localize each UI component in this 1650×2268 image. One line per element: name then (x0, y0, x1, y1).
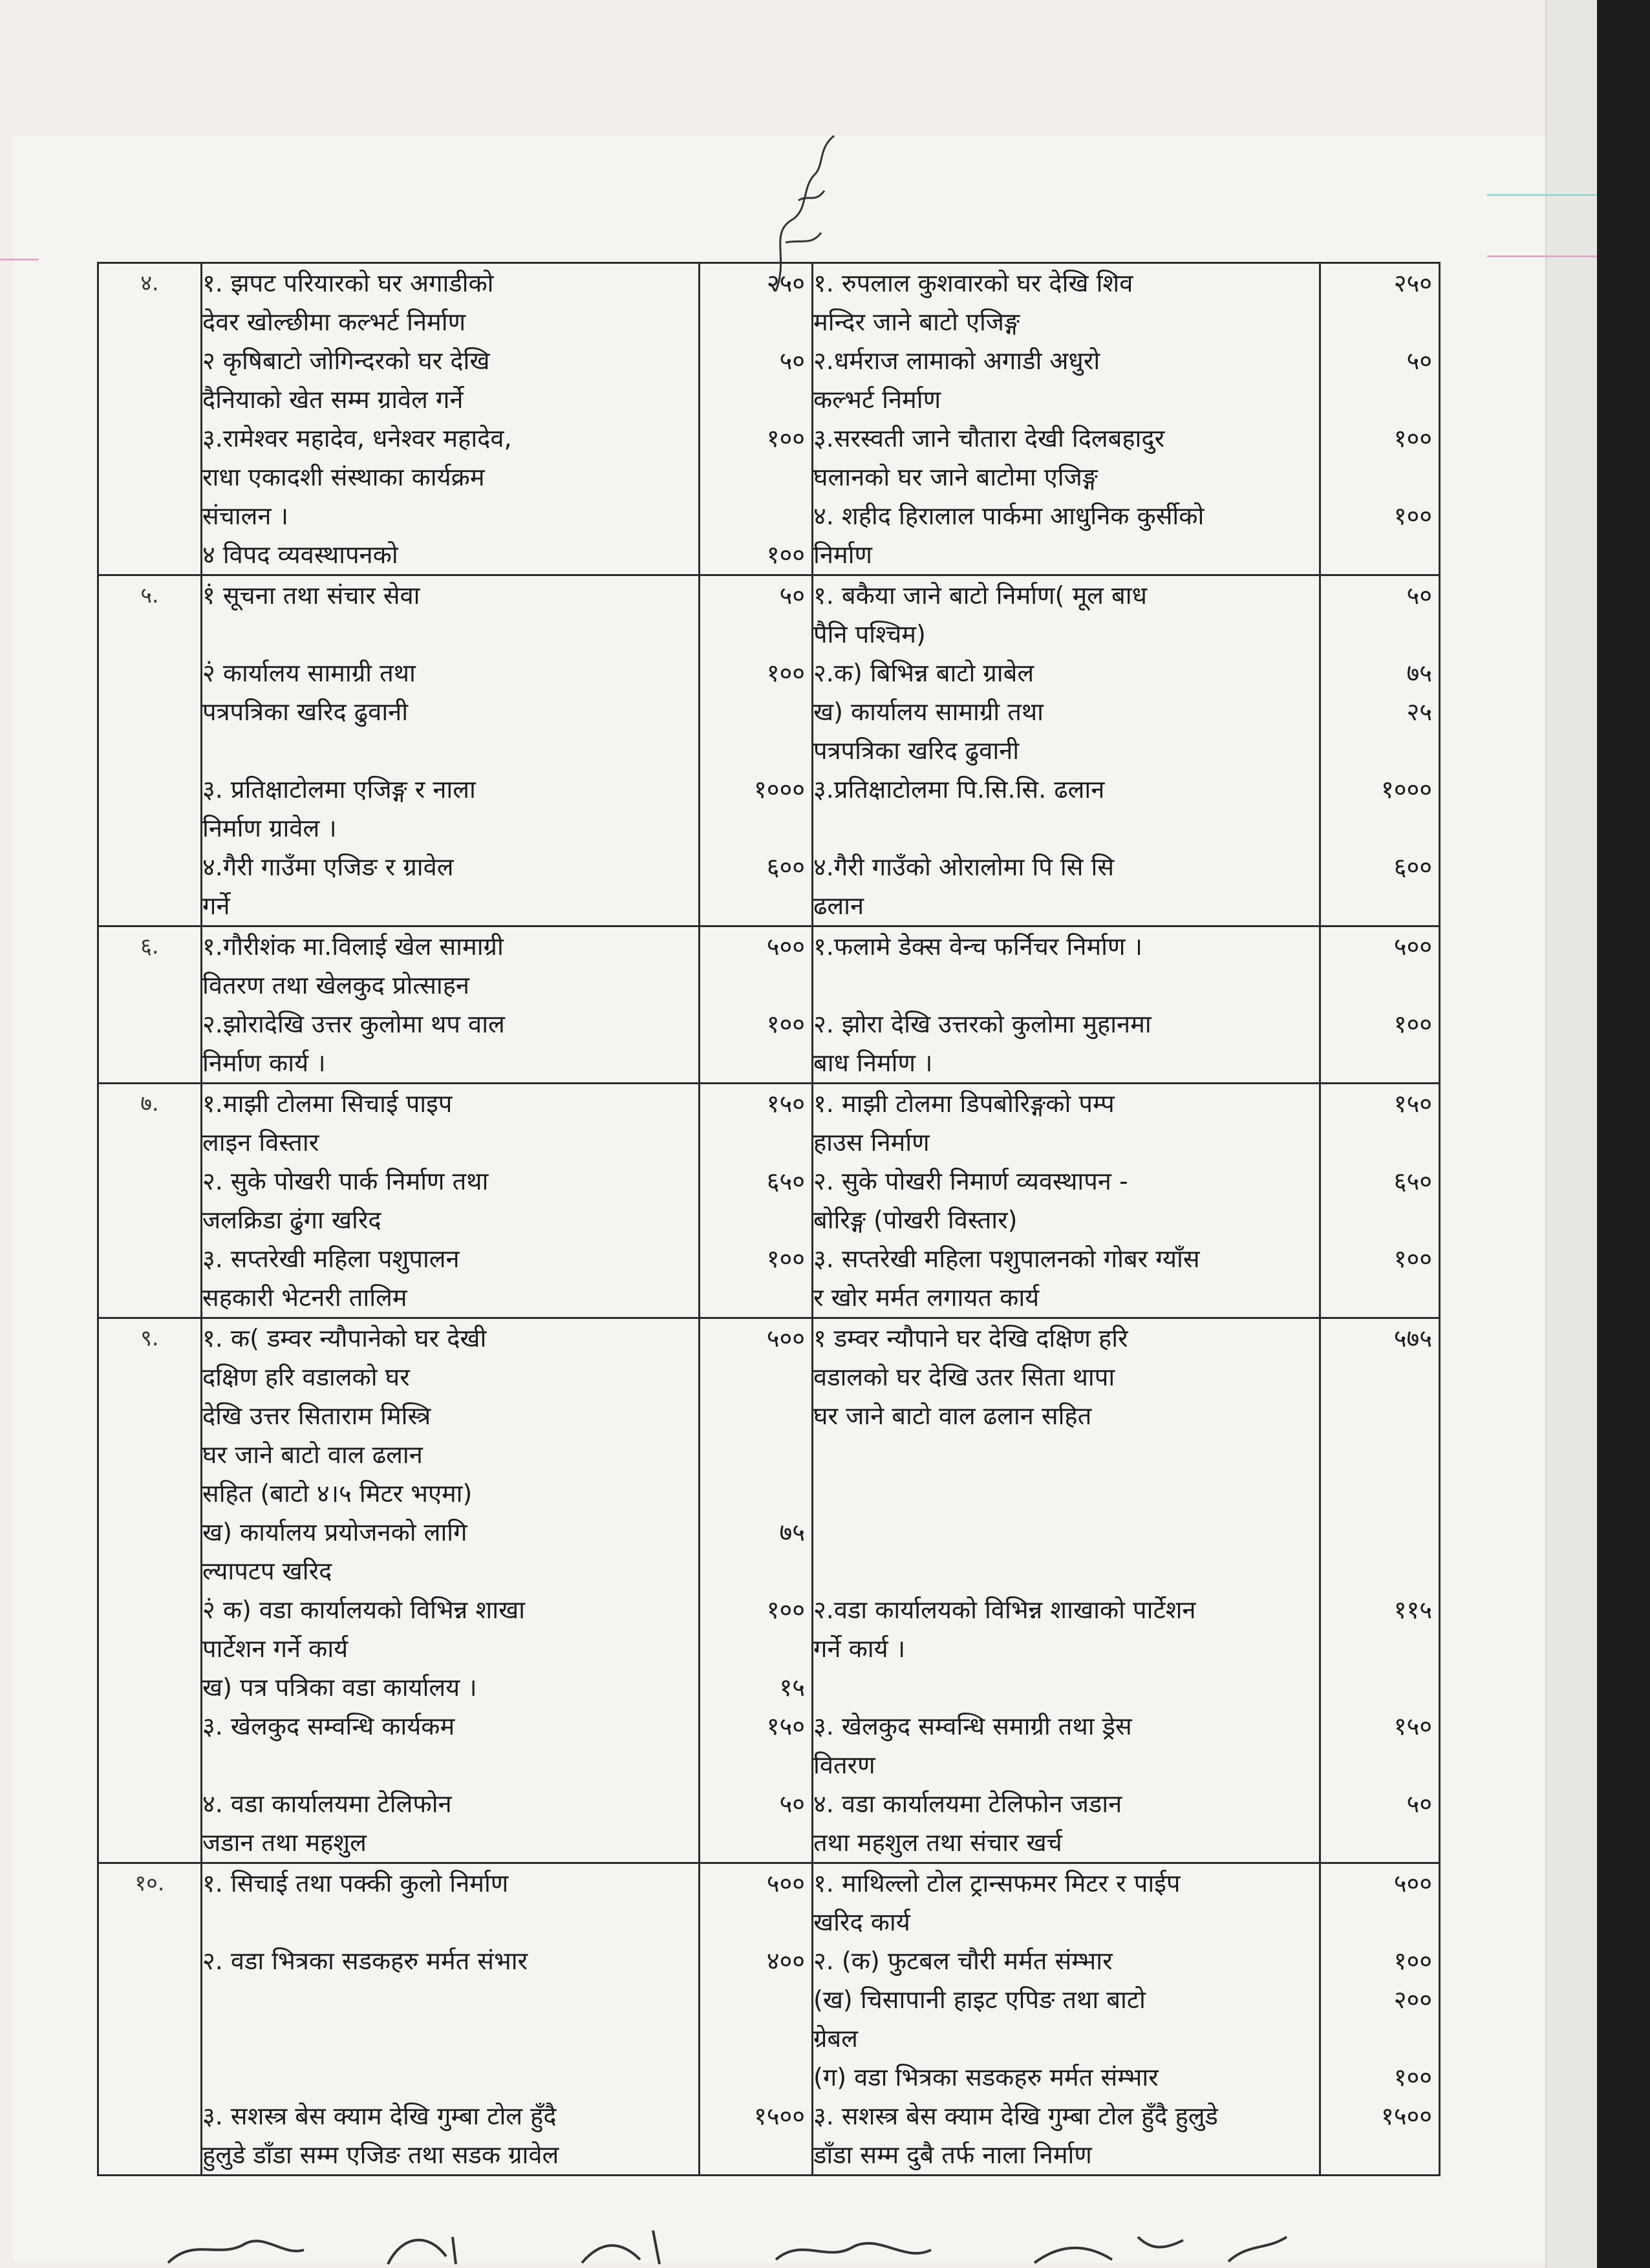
item-text-line: २ कृषिबाटो जोगिन्दरको घर देखि (202, 347, 490, 375)
ward-number: ५. (98, 575, 202, 926)
proposed-items (202, 926, 700, 1084)
amount-spacer (700, 809, 811, 848)
amount-spacer (1321, 886, 1439, 925)
amount-value: ५० (1406, 1790, 1432, 1818)
proposed-amounts (700, 1084, 813, 1318)
revised-amounts (1320, 1084, 1440, 1318)
item-text-line: २.वडा कार्यालयको विभिन्न शाखाको पार्टेशन (813, 1596, 1196, 1624)
item-text-line: २. (क) फुटबल चौरी मर्मत संम्भार (813, 1947, 1113, 1975)
item-text-line: हाउस निर्माण (813, 1128, 930, 1157)
amount-spacer (1321, 458, 1439, 497)
item-text-line: निर्माण (813, 540, 872, 569)
item-text-line: २.झोरादेखि उत्तर कुलोमा थप वाल (202, 1010, 505, 1038)
item-text-line: निर्माण ग्रावेल । (202, 814, 337, 842)
ward-number: ४. (98, 263, 202, 575)
item-text-line (202, 2019, 698, 2058)
amount-value: २५० (766, 269, 805, 297)
amount-spacer (1321, 380, 1439, 419)
ward-row (98, 926, 1440, 1084)
item-text-line: ३.सरस्वती जाने चौतारा देखी दिलबहादुर (813, 424, 1165, 453)
amount-value: १५०० (753, 2102, 805, 2130)
amount-spacer (1321, 1629, 1439, 1668)
amount-spacer (700, 2058, 811, 2097)
amount-value: १५०० (1380, 2102, 1432, 2130)
item-text-line (813, 1552, 1319, 1590)
amount-spacer (700, 966, 811, 1005)
item-text-line: घर जाने बाटो वाल ढलान (202, 1440, 423, 1469)
revised-amounts (1320, 263, 1440, 575)
amount-spacer (1321, 1823, 1439, 1862)
item-text-line: ख) कार्यालय सामाग्री तथा (813, 698, 1044, 726)
amount-spacer (1321, 1201, 1439, 1239)
revised-amounts (1320, 926, 1440, 1084)
proposed-items (202, 263, 700, 575)
item-text-line: २. सुके पोखरी पार्क निर्माण तथा (202, 1167, 489, 1195)
item-text-line: ख) कार्यालय प्रयोजनको लागि (202, 1518, 467, 1546)
item-text-line: ३.रामेश्वर महादेव, धनेश्वर महादेव, (202, 424, 512, 453)
amount-value: ५०० (1393, 932, 1432, 961)
amount-spacer (700, 1552, 811, 1590)
item-text-line: ३. सशस्त्र बेस क्याम देखि गुम्बा टोल हुँदै (202, 2102, 557, 2130)
item-text-line: १ं सूचना तथा संचार सेवा (202, 581, 420, 610)
item-text-line (813, 809, 1319, 848)
item-text-line: १. माथिल्लो टोल ट्रान्सफमर मिटर र पाईप (813, 1869, 1181, 1898)
item-text-line: हुलुडे डाँडा सम्म एजिङ तथा सडक ग्रावेल (202, 2141, 559, 2169)
item-text-line (202, 1980, 698, 2019)
amount-value: १०० (766, 1596, 805, 1624)
item-text-line: र खोर मर्मत लगायत कार्य (813, 1283, 1040, 1312)
amount-spacer (1321, 303, 1439, 341)
revised-amounts (1320, 1318, 1440, 1863)
item-text-line: सहित (बाटो ४।५ मिटर भएमा) (202, 1479, 473, 1508)
item-text-line: १.गौरीशंक मा.विलाई खेल सामाग्री (202, 932, 504, 961)
amount-value: १०० (1393, 502, 1432, 530)
proposed-amounts (700, 926, 813, 1084)
amount-value: १०० (1393, 1245, 1432, 1273)
item-text-line: देखि उत्तर सिताराम मिस्त्रि (202, 1402, 431, 1430)
amount-spacer (700, 1201, 811, 1239)
amount-value: ५० (1406, 347, 1432, 375)
revised-items (813, 926, 1320, 1084)
item-text-line: २. झोरा देखि उत्तरको कुलोमा मुहानमा (813, 1010, 1152, 1038)
ruled-line (1487, 255, 1597, 257)
item-text-line: २.क) बिभिन्न बाटो ग्राबेल (813, 659, 1034, 687)
proposed-items (202, 1863, 700, 2176)
item-text-line: निर्माण कार्य । (202, 1049, 326, 1077)
amount-value: १०० (766, 659, 805, 687)
revised-items (813, 1318, 1320, 1863)
back-sheet (1545, 0, 1605, 2268)
amount-spacer (1321, 731, 1439, 770)
amount-spacer (1321, 1474, 1439, 1513)
item-text-line (202, 615, 698, 654)
amount-value: ११५ (1393, 1596, 1432, 1624)
amount-spacer (700, 2135, 811, 2174)
item-text-line: कल्भर्ट निर्माण (813, 385, 941, 414)
amount-value: ५० (1406, 581, 1432, 610)
item-text-line: २. वडा भित्रका सडकहरु मर्मत संभार (202, 1947, 528, 1975)
amount-value: २५ (1406, 698, 1432, 726)
amount-value: ५० (779, 1790, 805, 1818)
amount-spacer (700, 1278, 811, 1317)
item-text-line: १. क( डम्वर न्यौपानेको घर देखी (202, 1324, 487, 1353)
item-text-line: ४.गैरी गाउँमा एजिङ र ग्रावेल (202, 853, 454, 881)
item-text-line: ग्रेबल (813, 2024, 858, 2053)
item-text-line: १.फलामे डेक्स वेन्च फर्निचर निर्माण । (813, 932, 1142, 961)
amount-spacer (700, 886, 811, 925)
item-text-line: गर्ने (202, 892, 230, 920)
item-text-line: ३. सशस्त्र बेस क्याम देखि गुम्बा टोल हुँदै हुलुडे (813, 2102, 1218, 2130)
amount-spacer (700, 1435, 811, 1474)
item-text-line (813, 1435, 1319, 1474)
item-text-line: (ग) वडा भित्रका सडकहरु मर्मत संम्भार (813, 2063, 1159, 2091)
amount-value: ५०० (1393, 1869, 1432, 1898)
ward-number: ९. (98, 1318, 202, 1863)
amount-value: २५० (1393, 269, 1432, 297)
amount-value: १५० (766, 1712, 805, 1740)
amount-spacer (1321, 615, 1439, 654)
item-text-line: १.माझी टोलमा सिचाई पाइप (202, 1089, 453, 1118)
item-text-line: २.धर्मराज लामाको अगाडी अधुरो (813, 347, 1100, 375)
proposed-amounts (700, 263, 813, 575)
item-text-line: १. सिचाई तथा पक्की कुलो निर्माण (202, 1869, 509, 1898)
item-text-line: ४. वडा कार्यालयमा टेलिफोन जडान (813, 1790, 1122, 1818)
item-text-line (813, 1513, 1319, 1552)
item-text-line: ३. सप्तरेखी महिला पशुपालनको गोबर ग्याँस (813, 1245, 1200, 1273)
amount-spacer (700, 1358, 811, 1396)
item-text-line: तथा महशुल तथा संचार खर्च (813, 1828, 1062, 1857)
proposed-items (202, 1084, 700, 1318)
amount-value: १०० (766, 1010, 805, 1038)
item-text-line: दैनियाको खेत सम्म ग्रावेल गर्ने (202, 385, 464, 414)
item-text-line: पत्रपत्रिका खरिद ढुवानी (202, 698, 409, 726)
amount-value: ५७५ (1393, 1324, 1432, 1353)
item-text-line: २ं कार्यालय सामाग्री तथा (202, 659, 416, 687)
revised-items (813, 1084, 1320, 1318)
ward-row (98, 1863, 1440, 2176)
ward-row (98, 1318, 1440, 1863)
item-text-line: १. माझी टोलमा डिपबोरिङ्गको पम्प (813, 1089, 1115, 1118)
amount-spacer (700, 615, 811, 654)
item-text-line: (ख) चिसापानी हाइट एपिङ तथा बाटो (813, 1985, 1146, 2014)
amount-value: २०० (1393, 1985, 1432, 2014)
amount-spacer (1321, 1123, 1439, 1162)
item-text-line: ३. खेलकुद सम्वन्धि कार्यकम (202, 1712, 455, 1740)
amount-spacer (700, 458, 811, 497)
item-text-line (813, 1668, 1319, 1707)
item-text-line: देवर खोल्छीमा कल्भर्ट निर्माण (202, 308, 466, 336)
revised-items (813, 263, 1320, 575)
revised-amounts (1320, 1863, 1440, 2176)
amount-spacer (1321, 1513, 1439, 1552)
amount-value: १०० (1393, 424, 1432, 453)
item-text-line: वडालको घर देखि उतर सिता थापा (813, 1363, 1115, 1391)
revised-items (813, 1863, 1320, 2176)
amount-value: १५० (766, 1089, 805, 1118)
amount-spacer (1321, 1552, 1439, 1590)
amount-value: ५०० (766, 932, 805, 961)
amount-value: १०० (1393, 1010, 1432, 1038)
item-text-line: ३. सप्तरेखी महिला पशुपालन (202, 1245, 460, 1273)
amount-value: ६०० (766, 853, 805, 881)
item-text-line: जलक्रिडा ढुंगा खरिद (202, 1206, 381, 1234)
amount-spacer (700, 1474, 811, 1513)
amount-spacer (1321, 1358, 1439, 1396)
item-text-line: पार्टेशन गर्ने कार्य (202, 1634, 348, 1663)
amount-spacer (1321, 809, 1439, 848)
item-text-line: ४.गैरी गाउँको ओरालोमा पि सि सि (813, 853, 1115, 881)
item-text-line: ४. वडा कार्यालयमा टेलिफोन (202, 1790, 452, 1818)
item-text-line: सहकारी भेटनरी तालिम (202, 1283, 407, 1312)
ruled-line (0, 259, 39, 261)
item-text-line: पैनि पश्चिम) (813, 620, 926, 648)
amount-spacer (1321, 1396, 1439, 1435)
ward-row (98, 1084, 1440, 1318)
item-text-line: गर्ने कार्य । (813, 1634, 906, 1663)
amount-value: ६५० (766, 1167, 805, 1195)
amount-value: ५० (779, 581, 805, 610)
item-text-line: घर जाने बाटो वाल ढलान सहित (813, 1402, 1092, 1430)
amount-spacer (700, 731, 811, 770)
ward-number: १०. (98, 1863, 202, 2176)
revised-items (813, 575, 1320, 926)
amount-spacer (1321, 2135, 1439, 2174)
amount-spacer (700, 1043, 811, 1082)
amount-spacer (700, 2019, 811, 2058)
amount-value: १०० (766, 540, 805, 569)
ruled-line (1487, 194, 1597, 196)
budget-table (97, 262, 1441, 2176)
item-text-line: डाँडा सम्म दुबै तर्फ नाला निर्माण (813, 2141, 1092, 2169)
amount-value: ५०० (766, 1869, 805, 1898)
amount-spacer (1321, 2019, 1439, 2058)
item-text-line: लाइन विस्तार (202, 1128, 319, 1157)
item-text-line (813, 966, 1319, 1005)
proposed-items (202, 1318, 700, 1863)
revised-amounts (1320, 575, 1440, 926)
amount-spacer (700, 1746, 811, 1784)
amount-spacer (1321, 1903, 1439, 1942)
item-text-line (202, 731, 698, 770)
item-text-line (202, 2058, 698, 2097)
item-text-line: घलानको घर जाने बाटोमा एजिङ्ग (813, 463, 1098, 491)
item-text-line (813, 1474, 1319, 1513)
amount-spacer (700, 1823, 811, 1862)
amount-value: ४०० (766, 1947, 805, 1975)
item-text-line: १. रुपलाल कुशवारको घर देखि शिव (813, 269, 1133, 297)
amount-spacer (700, 1980, 811, 2019)
amount-spacer (1321, 1278, 1439, 1317)
amount-value: १५ (779, 1673, 805, 1702)
amount-value: ५०० (766, 1324, 805, 1353)
item-text-line: संचालन । (202, 502, 288, 530)
ward-row (98, 263, 1440, 575)
amount-spacer (700, 1629, 811, 1668)
ward-number: ६. (98, 926, 202, 1084)
item-text-line: ख) पत्र पत्रिका वडा कार्यालय । (202, 1673, 477, 1702)
amount-value: १०० (766, 424, 805, 453)
item-text-line: ढलान (813, 892, 864, 920)
item-text-line: ३.प्रतिक्षाटोलमा पि.सि.सि. ढलान (813, 775, 1105, 804)
item-text-line: जडान तथा महशुल (202, 1828, 367, 1857)
amount-value: १५० (1393, 1089, 1432, 1118)
item-text-line: वितरण (813, 1751, 875, 1779)
amount-spacer (700, 1123, 811, 1162)
amount-value: १००० (753, 775, 805, 804)
amount-value: १०० (766, 1245, 805, 1273)
proposed-amounts (700, 575, 813, 926)
amount-value: १०० (1393, 2063, 1432, 2091)
item-text-line: १ डम्वर न्यौपाने घर देखि दक्षिण हरि (813, 1324, 1128, 1353)
item-text-line: बाध निर्माण । (813, 1049, 933, 1077)
amount-spacer (1321, 1043, 1439, 1082)
item-text-line: १. झपट परियारको घर अगाडीको (202, 269, 494, 297)
item-text-line (202, 1903, 698, 1942)
amount-spacer (700, 303, 811, 341)
amount-value: १०० (1393, 1947, 1432, 1975)
item-text-line: ३. खेलकुद सम्वन्धि समाग्री तथा ड्रेस (813, 1712, 1132, 1740)
item-text-line (202, 1746, 698, 1784)
item-text-line: ४ विपद व्यवस्थापनको (202, 540, 398, 569)
item-text-line: वितरण तथा खेलकुद प्रोत्साहन (202, 971, 470, 1000)
item-text-line: १. बकैया जाने बाटो निर्माण( मूल बाध (813, 581, 1147, 610)
amount-spacer (1321, 535, 1439, 574)
amount-value: ७५ (779, 1518, 805, 1546)
item-text-line: मन्दिर जाने बाटो एजिङ्ग (813, 308, 1020, 336)
amount-value: ७५ (1406, 659, 1432, 687)
ward-number: ७. (98, 1084, 202, 1318)
amount-value: ५० (779, 347, 805, 375)
amount-spacer (700, 1903, 811, 1942)
scanner-edge (1597, 0, 1650, 2268)
item-text-line: पत्रपत्रिका खरिद ढुवानी (813, 736, 1020, 765)
proposed-amounts (700, 1863, 813, 2176)
item-text-line: २. सुके पोखरी निमार्ण व्यवस्थापन - (813, 1167, 1128, 1195)
item-text-line: खरिद कार्य (813, 1908, 910, 1936)
item-text-line: ४. शहीद हिरालाल पार्कमा आधुनिक कुर्सीको (813, 502, 1205, 530)
amount-spacer (1321, 1435, 1439, 1474)
amount-value: ६५० (1393, 1167, 1432, 1195)
amount-spacer (700, 692, 811, 731)
item-text-line: राधा एकादशी संस्थाका कार्यक्रम (202, 463, 485, 491)
item-text-line: ३. प्रतिक्षाटोलमा एजिङ्ग र नाला (202, 775, 476, 804)
amount-value: १००० (1380, 775, 1432, 804)
amount-spacer (700, 497, 811, 535)
amount-spacer (700, 380, 811, 419)
proposed-amounts (700, 1318, 813, 1863)
amount-value: १५० (1393, 1712, 1432, 1740)
amount-spacer (1321, 966, 1439, 1005)
item-text-line: ल्यापटप खरिद (202, 1557, 332, 1585)
ward-row (98, 575, 1440, 926)
item-text-line: बोरिङ्ग (पोखरी विस्तार) (813, 1206, 1018, 1234)
item-text-line: २ं क) वडा कार्यालयको विभिन्न शाखा (202, 1596, 525, 1624)
amount-spacer (1321, 1668, 1439, 1707)
amount-spacer (700, 1396, 811, 1435)
amount-spacer (1321, 1746, 1439, 1784)
proposed-items (202, 575, 700, 926)
signatures (0, 2224, 1650, 2268)
item-text-line: दक्षिण हरि वडालको घर (202, 1363, 410, 1391)
amount-value: ६०० (1393, 853, 1432, 881)
